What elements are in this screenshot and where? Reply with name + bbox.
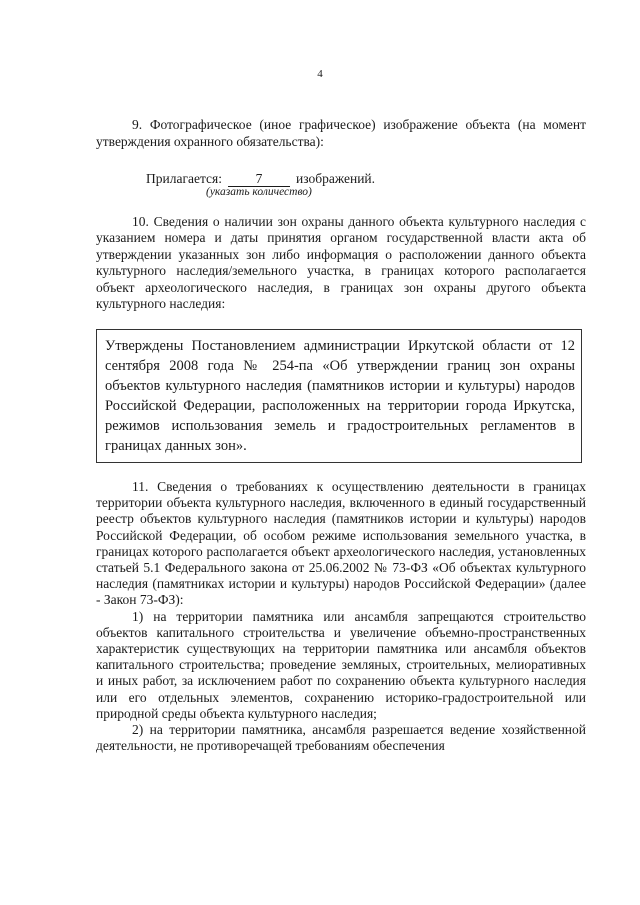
attached-label: Прилагается: [146,171,222,186]
section-11 [96,479,586,754]
attached-count: 7 [228,172,290,187]
attached-note: (указать количество) [206,186,312,198]
attached-unit: изображений. [296,171,376,186]
page-number: 4 [317,68,323,80]
protection-zones-box [96,329,582,463]
section-11-item-1: 1) на территории памятника или ансамбля запрещаются строительство объектов капитального строительства и увеличение объемно-пространственных характеристик существующих на территории памятника или ансамбля объектов капитального строительства; проведение земляных, строительных, мелиоративных и иных работ, за исключением работ по сохранению объекта культурного наследия или его отдельных элементов, сохранению историко-градостроительной или природной среды объекта культурного наследия; [96,608,586,721]
attached-count-line [146,170,375,187]
section-11-item-2: 2) на территории памятника, ансамбля разрешается ведение хозяйственной деятельности, не противоречащей требованиям обеспечения [96,722,586,754]
protection-zones-text: Утверждены Постановлением администрации Иркутской области от 12 сентября 2008 года № 254-па «Об утверждении границ зон охраны объектов культурного наследия (памятников истории и культуры) народов Российской Федерации, расположенных на территории города Иркутска, режимов использования земель и градостроительных регламентов в границах данных зон». [105,338,575,454]
section-11-intro: 11. Сведения о требованиях к осуществлению деятельности в границах территории объекта культурного наследия, включенного в единый государственный реестр объектов культурного наследия (памятников истории и культуры) народов Российской Федерации, об особом режиме использования земельного участка, в границах которого располагается объект археологического наследия, установленных статьей 5.1 Федерального закона от 25.06.2002 № 73-ФЗ «Об объектах культурного наследия (памятниках истории и культуры) народов Российской Федерации» (далее - Закон 73-ФЗ): [96,479,586,608]
section-10-text: 10. Сведения о наличии зон охраны данного объекта культурного наследия с указанием номера и даты принятия органом государственной власти акта об утверждении указанных зон либо информация о расположении данного объекта культурного наследия/земельного участка, в границах которого располагается объект археологического наследия, в границах зон охраны другого объекта культурного наследия: [96,214,586,312]
section-9-text: 9. Фотографическое (иное графическое) изображение объекта (на момент утверждения охранного обязательства): [96,117,586,149]
